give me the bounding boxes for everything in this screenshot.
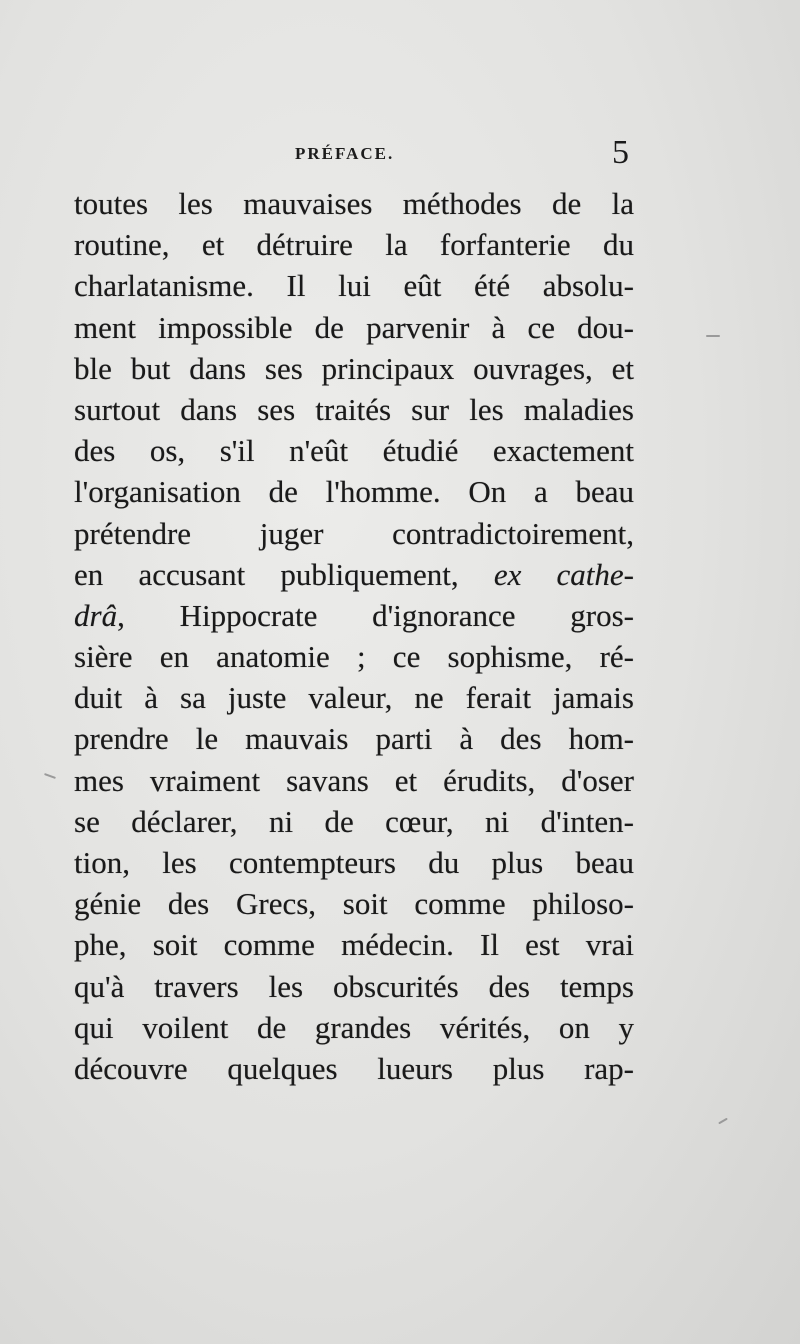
text-segment: qui voilent de grandes vérités, on y <box>74 1009 634 1045</box>
page-header <box>0 134 800 174</box>
text-line <box>74 389 634 430</box>
text-segment: phe, soit comme médecin. Il est vrai <box>74 927 634 963</box>
text-segment: génie des Grecs, soit comme philoso- <box>74 886 634 922</box>
text-segment: duit à sa juste valeur, ne ferait jamais <box>74 680 634 716</box>
paper-speck <box>706 335 720 337</box>
text-line <box>74 430 634 471</box>
text-line <box>74 513 634 554</box>
text-segment: mes vraiment savans et érudits, d'oser <box>74 762 634 798</box>
text-line <box>74 677 634 718</box>
text-line <box>74 348 634 389</box>
text-segment: ment impossible de parvenir à ce dou- <box>74 309 634 345</box>
text-line <box>74 636 634 677</box>
text-segment: sière en anatomie ; ce sophisme, ré- <box>74 639 634 675</box>
text-segment: des os, s'il n'eût étudié exactement <box>74 433 634 469</box>
text-line <box>74 760 634 801</box>
text-segment: prétendre juger contradictoirement, <box>74 515 634 551</box>
text-segment: en accusant publiquement, <box>74 556 494 592</box>
text-segment: l'organisation de l'homme. On a beau <box>74 474 634 510</box>
text-segment: routine, et détruire la forfanterie du <box>74 227 634 263</box>
text-line <box>74 801 634 842</box>
text-line <box>74 1007 634 1048</box>
text-line <box>74 224 634 265</box>
text-line <box>74 307 634 348</box>
text-segment: tion, les contempteurs du plus beau <box>74 845 634 880</box>
running-head: PRÉFACE. <box>295 144 395 163</box>
italic-text-segment: ex cathe- <box>493 556 634 592</box>
text-line <box>74 265 634 306</box>
text-line <box>74 924 634 965</box>
italic-text-segment: drâ <box>74 597 118 633</box>
text-line <box>74 842 634 883</box>
text-line <box>74 554 634 595</box>
text-line <box>74 966 634 1007</box>
text-line <box>74 183 634 224</box>
text-segment: ble but dans ses principaux ouvrages, et <box>74 350 634 386</box>
text-segment: charlatanisme. Il lui eût été absolu- <box>74 268 634 304</box>
text-segment: prendre le mauvais parti à des hom- <box>74 721 634 757</box>
text-line <box>74 883 634 924</box>
text-segment: surtout dans ses traités sur les maladies <box>74 391 634 427</box>
text-segment: qu'à travers les obscurités des temps <box>74 968 634 1004</box>
page-number: 5 <box>612 134 629 171</box>
paper-speck <box>44 773 56 779</box>
text-segment: se déclarer, ni de cœur, ni d'inten- <box>74 803 634 839</box>
body-text <box>74 183 634 1089</box>
text-line <box>74 595 634 636</box>
text-line <box>74 718 634 759</box>
text-line <box>74 471 634 512</box>
paper-speck <box>718 1118 728 1125</box>
text-segment: découvre quelques lueurs plus rap- <box>74 1050 634 1086</box>
text-segment: toutes les mauvaises méthodes de la <box>74 186 634 221</box>
text-segment: , Hippocrate d'ignorance gros- <box>117 597 634 633</box>
text-line <box>74 1048 634 1089</box>
